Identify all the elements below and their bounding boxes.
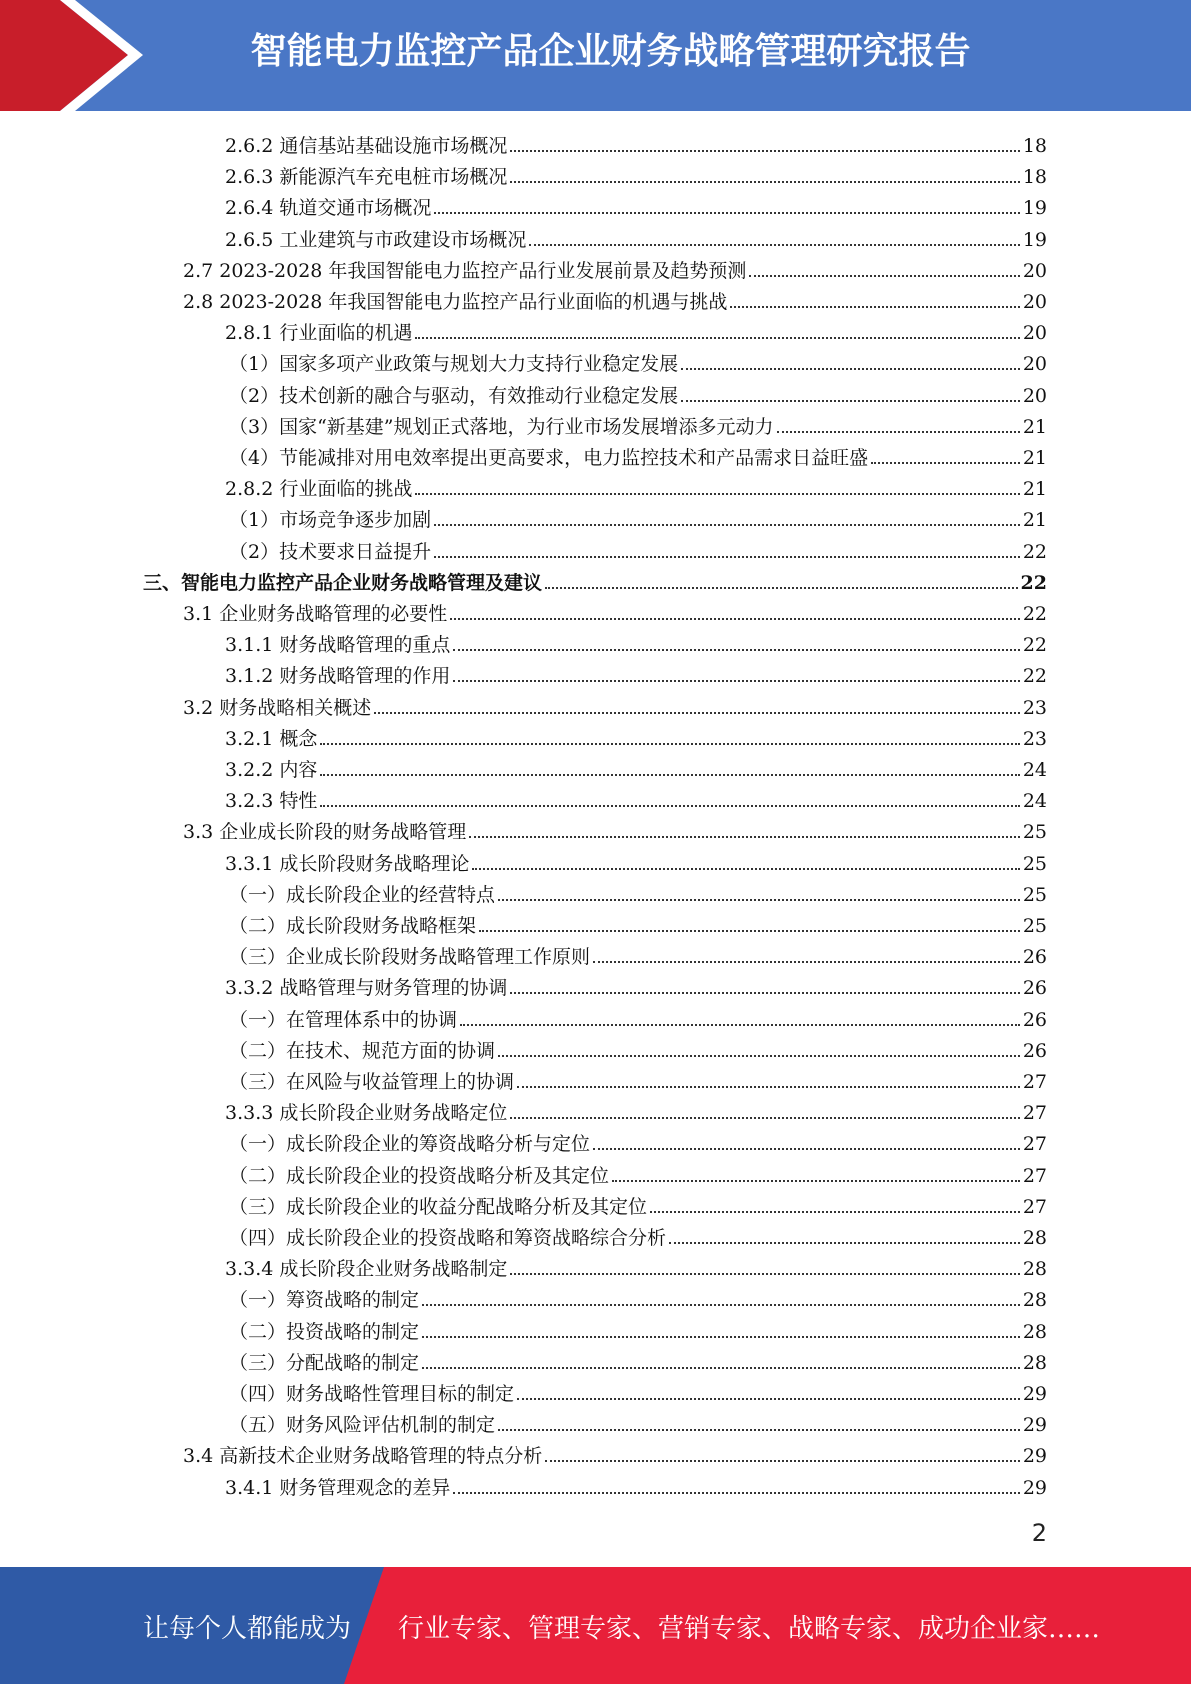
toc-entry-label: （二）成长阶段财务战略框架 xyxy=(229,915,477,937)
toc-entry-label: 2.6.5 工业建筑与市政建设市场概况 xyxy=(225,228,527,251)
toc-entry-label: （一）在管理体系中的协调 xyxy=(229,1008,458,1031)
toc-dot-leader xyxy=(749,275,1019,277)
toc-entry-label: 3.1.1 财务战略管理的重点 xyxy=(225,634,451,657)
toc-entry-page: 20 xyxy=(1022,291,1047,313)
toc-entry[interactable] xyxy=(225,751,1047,782)
toc-entry-label: 3.2.2 内容 xyxy=(225,759,318,781)
toc-entry[interactable] xyxy=(183,813,1047,844)
toc-entry[interactable] xyxy=(229,439,1047,470)
toc-dot-leader xyxy=(871,462,1020,464)
toc-dot-leader xyxy=(517,1398,1020,1400)
toc-entry-label: （三）在风险与收益管理上的协调 xyxy=(229,1071,515,1093)
toc-entry[interactable] xyxy=(225,782,1047,813)
toc-entry-label: （三）分配战略的制定 xyxy=(229,1351,420,1374)
toc-dot-leader xyxy=(529,244,1019,246)
toc-entry[interactable] xyxy=(183,595,1047,626)
toc-entry-page: 29 xyxy=(1022,1476,1047,1499)
toc-entry-page: 25 xyxy=(1022,883,1047,906)
toc-entry-label: （2）技术创新的融合与驱动，有效推动行业稳定发展 xyxy=(229,384,679,407)
toc-dot-leader xyxy=(593,961,1020,963)
toc-dot-leader xyxy=(510,181,1019,183)
toc-dot-leader xyxy=(545,587,1018,589)
toc-entry[interactable] xyxy=(229,1219,1047,1250)
toc-entry-page: 29 xyxy=(1022,1383,1047,1405)
toc-entry-label: 3.4 高新技术企业财务战略管理的特点分析 xyxy=(183,1445,543,1468)
toc-entry-page: 27 xyxy=(1022,1071,1047,1093)
toc-entry[interactable] xyxy=(225,845,1047,876)
toc-entry-page: 19 xyxy=(1022,228,1047,251)
toc-entry-label: （1）市场竞争逐步加剧 xyxy=(229,509,432,532)
toc-entry-page: 27 xyxy=(1022,1133,1047,1156)
toc-entry-label: （一）成长阶段企业的筹资战略分析与定位 xyxy=(229,1133,591,1156)
toc-dot-leader xyxy=(374,712,1020,714)
toc-entry-page: 23 xyxy=(1022,696,1047,719)
toc-entry-page: 22 xyxy=(1022,603,1047,625)
toc-entry-page: 22 xyxy=(1022,634,1047,657)
toc-dot-leader xyxy=(510,1273,1019,1275)
toc-entry-label: （二）投资战略的制定 xyxy=(229,1320,420,1343)
toc-dot-leader xyxy=(434,524,1020,526)
toc-dot-leader xyxy=(510,992,1019,994)
toc-entry[interactable] xyxy=(225,127,1047,158)
toc-dot-leader xyxy=(460,1024,1020,1026)
toc-entry[interactable] xyxy=(183,1437,1047,1468)
toc-entry[interactable] xyxy=(183,283,1047,314)
toc-entry-page: 21 xyxy=(1022,415,1047,438)
toc-entry[interactable] xyxy=(229,1157,1047,1188)
toc-entry[interactable] xyxy=(229,1125,1047,1156)
toc-entry-label: 2.8.1 行业面临的机遇 xyxy=(225,322,413,345)
toc-entry-label: 3.2 财务战略相关概述 xyxy=(183,696,372,719)
toc-entry[interactable] xyxy=(229,876,1047,907)
toc-entry-page: 20 xyxy=(1022,259,1047,282)
toc-dot-leader xyxy=(681,400,1020,402)
toc-entry[interactable] xyxy=(229,533,1047,564)
toc-dot-leader xyxy=(422,1367,1020,1369)
toc-entry-label: 3.3.1 成长阶段财务战略理论 xyxy=(225,852,470,875)
toc-entry-page: 28 xyxy=(1022,1351,1047,1374)
toc-dot-leader xyxy=(320,774,1019,776)
toc-entry-label: （二）成长阶段企业的投资战略分析及其定位 xyxy=(229,1164,610,1187)
toc-dot-leader xyxy=(545,1460,1020,1462)
toc-entry-label: 2.7 2023-2028 年我国智能电力监控产品行业发展前景及趋势预测 xyxy=(183,259,747,282)
toc-dot-leader xyxy=(510,1117,1019,1119)
toc-entry-label: 3.1 企业财务战略管理的必要性 xyxy=(183,603,448,625)
toc-dot-leader xyxy=(593,1148,1020,1150)
toc-dot-leader xyxy=(320,743,1019,745)
toc-entry-page: 18 xyxy=(1022,135,1047,157)
toc-entry[interactable] xyxy=(225,1250,1047,1281)
toc-dot-leader xyxy=(453,649,1019,651)
header-arrow-decoration xyxy=(0,0,150,111)
toc-entry-label: 2.6.2 通信基站基础设施市场概况 xyxy=(225,135,508,157)
toc-entry-label: 3.2.3 特性 xyxy=(225,790,318,813)
toc-entry-page: 22 xyxy=(1022,665,1047,688)
toc-entry-page: 24 xyxy=(1022,759,1047,781)
toc-dot-leader xyxy=(681,368,1020,370)
toc-entry[interactable] xyxy=(225,1094,1047,1125)
toc-entry[interactable] xyxy=(225,1469,1047,1500)
toc-entry-label: 3.2.1 概念 xyxy=(225,727,318,750)
toc-entry[interactable] xyxy=(229,1281,1047,1312)
toc-entry[interactable] xyxy=(225,720,1047,751)
toc-entry[interactable] xyxy=(229,345,1047,376)
toc-entry[interactable] xyxy=(229,501,1047,532)
toc-entry-page: 28 xyxy=(1022,1227,1047,1249)
toc-entry-label: （4）节能减排对用电效率提出更高要求，电力监控技术和产品需求日益旺盛 xyxy=(229,447,869,469)
toc-entry-label: （一）筹资战略的制定 xyxy=(229,1289,420,1312)
toc-dot-leader xyxy=(434,556,1020,558)
toc-dot-leader xyxy=(453,680,1019,682)
toc-dot-leader xyxy=(498,899,1020,901)
toc-entry[interactable] xyxy=(229,1032,1047,1063)
toc-entry-label: 三、智能电力监控产品企业财务战略管理及建议 xyxy=(143,571,543,594)
toc-entry-page: 20 xyxy=(1022,384,1047,407)
toc-entry-label: （3）国家“新基建”规划正式落地，为行业市场发展增添多元动力 xyxy=(229,415,774,438)
toc-dot-leader xyxy=(450,618,1020,620)
toc-dot-leader xyxy=(498,1429,1020,1431)
page-footer xyxy=(0,1567,1191,1684)
toc-entry[interactable] xyxy=(229,377,1047,408)
toc-dot-leader xyxy=(730,306,1019,308)
toc-entry[interactable] xyxy=(229,938,1047,969)
toc-entry-page: 29 xyxy=(1022,1414,1047,1437)
page-number: 2 xyxy=(1031,1519,1047,1547)
toc-entry-label: 3.3.3 成长阶段企业财务战略定位 xyxy=(225,1102,508,1125)
toc-entry-label: 3.3.4 成长阶段企业财务战略制定 xyxy=(225,1258,508,1281)
toc-entry-page: 27 xyxy=(1022,1195,1047,1218)
toc-entry-page: 25 xyxy=(1022,852,1047,875)
toc-entry-page: 27 xyxy=(1022,1102,1047,1125)
toc-entry-page: 27 xyxy=(1022,1164,1047,1187)
toc-dot-leader xyxy=(434,212,1019,214)
toc-entry-page: 24 xyxy=(1022,790,1047,813)
toc-entry[interactable] xyxy=(225,626,1047,657)
toc-entry[interactable] xyxy=(229,1313,1047,1344)
toc-dot-leader xyxy=(479,930,1020,932)
report-title: 智能电力监控产品企业财务战略管理研究报告 xyxy=(250,31,971,72)
toc-dot-leader xyxy=(320,805,1019,807)
toc-entry-label: 3.4.1 财务管理观念的差异 xyxy=(225,1476,451,1499)
toc-dot-leader xyxy=(415,337,1019,339)
toc-entry[interactable] xyxy=(229,1406,1047,1437)
toc-dot-leader xyxy=(453,1492,1019,1494)
toc-entry[interactable] xyxy=(225,969,1047,1000)
toc-entry[interactable] xyxy=(225,158,1047,189)
toc-entry-label: 2.6.3 新能源汽车充电桩市场概况 xyxy=(225,166,508,189)
toc-entry-label: 3.3 企业成长阶段的财务战略管理 xyxy=(183,821,467,844)
toc-entry-page: 22 xyxy=(1020,571,1047,594)
toc-entry[interactable] xyxy=(225,189,1047,220)
toc-dot-leader xyxy=(472,868,1019,870)
toc-entry-label: （一）成长阶段企业的经营特点 xyxy=(229,883,496,906)
toc-dot-leader xyxy=(422,1336,1020,1338)
toc-entry-label: （二）在技术、规范方面的协调 xyxy=(229,1039,496,1062)
toc-entry[interactable] xyxy=(225,657,1047,688)
toc-entry-page: 23 xyxy=(1022,727,1047,750)
page-header xyxy=(0,0,1191,111)
toc-entry-label: （四）财务战略性管理目标的制定 xyxy=(229,1383,515,1405)
toc-entry-page: 20 xyxy=(1022,322,1047,345)
toc-entry-label: 2.6.4 轨道交通市场概况 xyxy=(225,197,432,220)
footer-slogan-right: 行业专家、管理专家、营销专家、战略专家、成功企业家…… xyxy=(398,1614,1101,1644)
toc-entry[interactable] xyxy=(229,1001,1047,1032)
toc-entry-label: （五）财务风险评估机制的制定 xyxy=(229,1414,496,1437)
toc-entry-label: （1）国家多项产业政策与规划大力支持行业稳定发展 xyxy=(229,353,679,376)
toc-dot-leader xyxy=(612,1180,1020,1182)
toc-entry-label: （三）成长阶段企业的收益分配战略分析及其定位 xyxy=(229,1195,648,1218)
toc-entry-page: 26 xyxy=(1022,946,1047,969)
toc-dot-leader xyxy=(777,431,1020,433)
toc-entry-label: （三）企业成长阶段财务战略管理工作原则 xyxy=(229,946,591,969)
toc-entry[interactable] xyxy=(229,408,1047,439)
toc-entry-page: 19 xyxy=(1022,197,1047,220)
toc-entry[interactable] xyxy=(183,689,1047,720)
toc-entry[interactable] xyxy=(229,907,1047,938)
toc-dot-leader xyxy=(650,1211,1020,1213)
toc-entry-page: 18 xyxy=(1022,166,1047,189)
toc-entry-label: 2.8 2023-2028 年我国智能电力监控产品行业面临的机遇与挑战 xyxy=(183,291,728,313)
toc-entry[interactable] xyxy=(143,564,1047,595)
toc-entry-page: 21 xyxy=(1022,478,1047,501)
toc-entry-label: （2）技术要求日益提升 xyxy=(229,540,432,563)
toc-entry[interactable] xyxy=(183,252,1047,283)
toc-entry-page: 28 xyxy=(1022,1289,1047,1312)
toc-entry-page: 22 xyxy=(1022,540,1047,563)
footer-slogan-left: 让每个人都能成为 xyxy=(143,1614,352,1644)
toc-dot-leader xyxy=(510,150,1019,152)
toc-entry[interactable] xyxy=(229,1375,1047,1406)
toc-dot-leader xyxy=(498,1055,1020,1057)
toc-entry[interactable] xyxy=(225,470,1047,501)
toc-entry-page: 25 xyxy=(1022,821,1047,844)
toc-entry-label: 3.3.2 战略管理与财务管理的协调 xyxy=(225,977,508,1000)
toc-entry-page: 28 xyxy=(1022,1320,1047,1343)
toc-entry-label: （四）成长阶段企业的投资战略和筹资战略综合分析 xyxy=(229,1227,667,1249)
toc-entry-page: 29 xyxy=(1022,1445,1047,1468)
toc-dot-leader xyxy=(415,493,1019,495)
toc-entry-page: 26 xyxy=(1022,977,1047,1000)
toc-dot-leader xyxy=(517,1086,1020,1088)
toc-entry-page: 26 xyxy=(1022,1008,1047,1031)
toc-entry-page: 28 xyxy=(1022,1258,1047,1281)
toc-entry-label: 2.8.2 行业面临的挑战 xyxy=(225,478,413,501)
toc-entry-label: 3.1.2 财务战略管理的作用 xyxy=(225,665,451,688)
toc-entry-page: 26 xyxy=(1022,1039,1047,1062)
toc-entry[interactable] xyxy=(229,1188,1047,1219)
toc-dot-leader xyxy=(669,1242,1020,1244)
toc-dot-leader xyxy=(422,1304,1020,1306)
toc-dot-leader xyxy=(469,836,1020,838)
toc-entry[interactable] xyxy=(225,221,1047,252)
toc-entry[interactable] xyxy=(225,314,1047,345)
toc-entry-page: 20 xyxy=(1022,353,1047,376)
toc-entry[interactable] xyxy=(229,1344,1047,1375)
toc-entry-page: 25 xyxy=(1022,915,1047,937)
toc-entry-page: 21 xyxy=(1022,509,1047,532)
toc-entry-page: 21 xyxy=(1022,447,1047,469)
toc-entry[interactable] xyxy=(229,1063,1047,1094)
